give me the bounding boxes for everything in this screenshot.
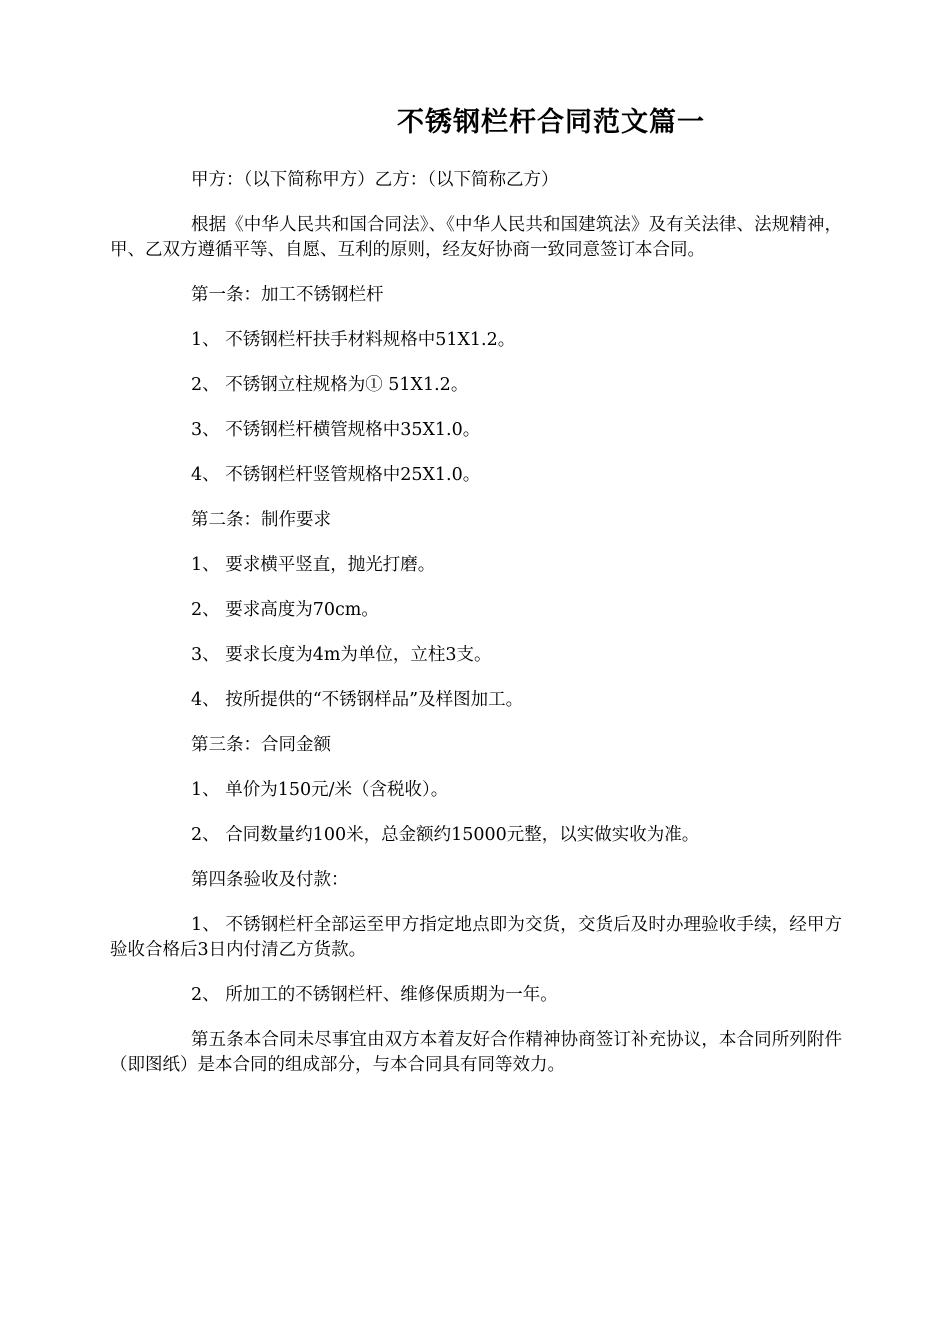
article-2-item-1: 1、 要求横平竖直，抛光打磨。 [191, 555, 436, 575]
article-1-item-1: 1、 不锈钢栏杆扶手材料规格中51X1.2。 [191, 330, 516, 350]
document-body [110, 168, 842, 1098]
article-2-item-2: 2、 要求高度为70cm。 [191, 600, 379, 620]
article-1-item-4: 4、 不锈钢栏杆竖管规格中25X1.0。 [191, 465, 481, 485]
preamble-paragraph: 根据《中华人民共和国合同法》、《中华人民共和国建筑法》及有关法律、法规精神，甲、乙双方遵循平等、自愿、互利的原则，经友好协商一致同意签订本合同。 [110, 215, 842, 260]
article-2-item-3: 3、 要求长度为4m为单位，立柱3支。 [191, 645, 492, 665]
article-3-item-1: 1、 单价为150元/米（含税收）。 [191, 780, 449, 800]
party-line: 甲方：（以下简称甲方）乙方：（以下简称乙方） [191, 170, 559, 190]
article-2-item-4: 4、 按所提供的“不锈钢样品”及样图加工。 [191, 690, 524, 710]
article-3-item-2: 2、 合同数量约100米，总金额约15000元整，以实做实收为准。 [191, 825, 700, 845]
article-5-paragraph: 第五条本合同未尽事宜由双方本着友好合作精神协商签订补充协议，本合同所列附件（即图纸）是本合同的组成部分，与本合同具有同等效力。 [110, 1030, 842, 1075]
article-1-item-3: 3、 不锈钢栏杆横管规格中35X1.0。 [191, 420, 481, 440]
article-4-heading: 第四条验收及付款： [191, 870, 349, 890]
document-title: 不锈钢栏杆合同范文篇一 [397, 107, 705, 138]
article-1-heading: 第一条：加工不锈钢栏杆 [191, 285, 384, 305]
article-4-item-1: 1、 不锈钢栏杆全部运至甲方指定地点即为交货，交货后及时办理验收手续，经甲方验收合格后3日内付清乙方货款。 [110, 915, 842, 960]
article-1-item-2: 2、 不锈钢立柱规格为① 51X1.2。 [191, 375, 469, 395]
article-3-heading: 第三条：合同金额 [191, 735, 331, 755]
article-4-item-2: 2、 所加工的不锈钢栏杆、维修保质期为一年。 [191, 985, 558, 1005]
article-2-heading: 第二条：制作要求 [191, 510, 331, 530]
